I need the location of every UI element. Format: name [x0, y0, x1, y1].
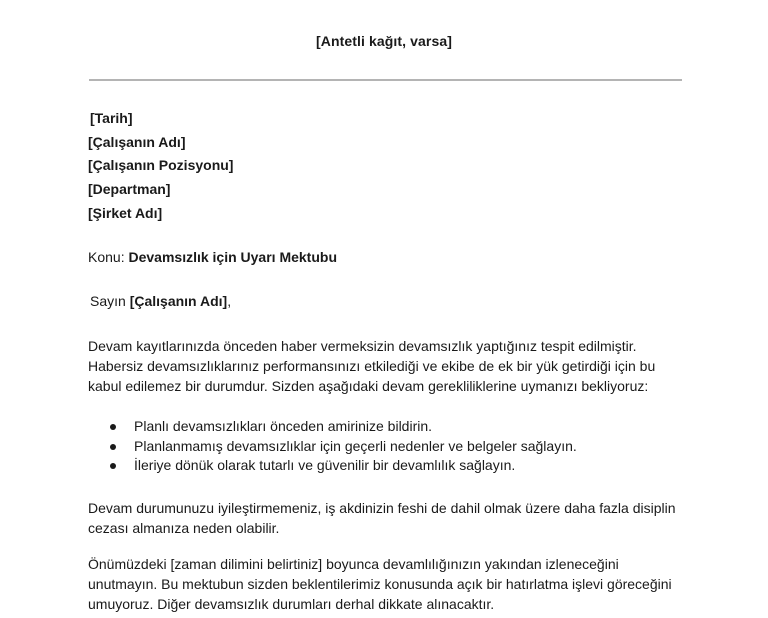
requirement-item — [108, 417, 577, 437]
letterhead-placeholder: [Antetli kağıt, varsa] — [315, 33, 452, 49]
closing-line: umuyoruz. Diğer devamsızlık durumları derhal dikkate alınacaktır. — [88, 596, 495, 612]
company-name-field: [Şirket Adı] — [88, 204, 163, 221]
salutation — [90, 293, 231, 309]
intro-paragraph — [88, 336, 688, 396]
department-field: [Departman] — [88, 181, 171, 198]
intro-line: Devam kayıtlarınızda önceden haber vermeksizin devamsızlık yaptığınız tespit edilmiştir. — [88, 338, 637, 354]
closing-paragraph — [88, 554, 688, 614]
employee-position-field: [Çalışanın Pozisyonu] — [88, 157, 234, 174]
subject-line — [88, 249, 337, 265]
salutation-name: [Çalışanın Adı] — [129, 293, 228, 309]
requirement-text: Planlı devamsızlıkları önceden amirinize bildirin. — [134, 418, 433, 434]
bullet-icon — [110, 444, 116, 450]
requirement-item — [108, 437, 577, 457]
salutation-punctuation: , — [227, 293, 232, 309]
bullet-icon — [110, 424, 116, 430]
bullet-icon — [110, 463, 116, 469]
closing-line: unutmayın. Bu mektubun sizden beklentilerimiz konusunda açık bir hatırlatma işlevi göreceğini — [88, 576, 672, 592]
requirement-text: Planlanmamış devamsızlıklar için geçerli nedenler ve belgeler sağlayın. — [134, 437, 577, 454]
subject-label: Konu: — [88, 249, 129, 265]
consequence-line: Devam durumunuzu iyileştirmemeniz, iş akdinizin feshi de dahil olmak üzere daha fazla disiplin — [88, 500, 676, 516]
consequence-line: cezası almanıza neden olabilir. — [88, 520, 280, 536]
recipient-header-block — [88, 107, 233, 225]
date-field: [Tarih] — [90, 110, 133, 126]
employee-name-field: [Çalışanın Adı] — [88, 133, 186, 150]
salutation-greeting: Sayın — [90, 293, 130, 309]
closing-line: Önümüzdeki [zaman dilimini belirtiniz] boyunca devamlılığınızın yakından izleneceğini — [88, 556, 619, 572]
subject-value: Devamsızlık için Uyarı Mektubu — [128, 249, 338, 265]
requirement-item — [108, 456, 577, 476]
requirement-text: İleriye dönük olarak tutarlı ve güvenilir bir devamlılık sağlayın. — [134, 457, 516, 473]
intro-line: Habersiz devamsızlıklarınız performansınızı etkilediği ve ekibe de ek bir yük getirdiği için bu — [88, 358, 656, 374]
consequence-paragraph — [88, 498, 688, 538]
requirements-list — [108, 417, 577, 476]
intro-line: kabul edilemez bir durumdur. Sizden aşağıdaki devam gerekliliklerine uymanızı bekliyoruz: — [88, 378, 649, 394]
header-divider — [89, 79, 682, 81]
